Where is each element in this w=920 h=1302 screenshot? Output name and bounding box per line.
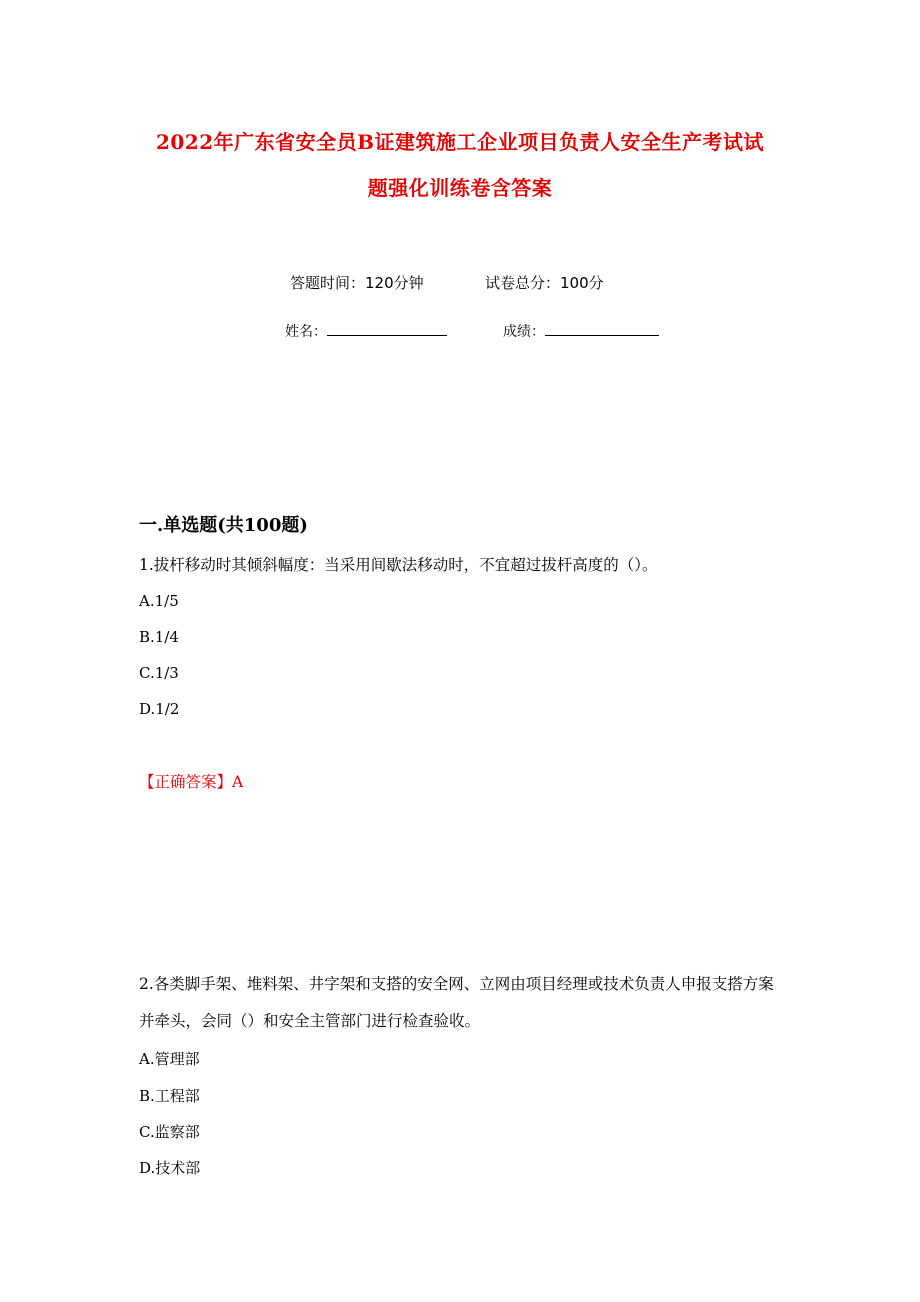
question-2-option-d: D.技术部 bbox=[139, 1159, 201, 1177]
name-blank-line bbox=[327, 321, 447, 336]
name-label: 姓名： bbox=[285, 324, 327, 340]
question-1-option-b: B.1/4 bbox=[139, 628, 179, 646]
question-2-option-a: A.管理部 bbox=[139, 1050, 200, 1068]
exam-total-score: 试卷总分：100分 bbox=[485, 274, 604, 292]
question-1-option-d: D.1/2 bbox=[139, 700, 180, 718]
question-1-text: 1.拔杆移动时其倾斜幅度：当采用间歇法移动时，不宜超过拔杆高度的（）。 bbox=[139, 556, 658, 574]
grade-field bbox=[503, 321, 659, 341]
question-2-option-c: C.监察部 bbox=[139, 1123, 200, 1141]
question-1-answer: 【正确答案】A bbox=[139, 773, 244, 791]
question-1-option-a: A.1/5 bbox=[139, 592, 179, 610]
exam-title-line-1: 2022年广东省安全员B证建筑施工企业项目负责人安全生产考试试 bbox=[155, 130, 765, 154]
name-field bbox=[285, 321, 447, 341]
exam-time: 答题时间：120分钟 bbox=[290, 274, 424, 292]
question-1-option-c: C.1/3 bbox=[139, 664, 179, 682]
exam-title-line-2: 题强化训练卷含答案 bbox=[367, 176, 553, 200]
section-title: 一.单选题(共100题) bbox=[139, 515, 308, 536]
question-2-text: 2.各类脚手架、堆料架、井字架和支搭的安全网、立网由项目经理或技术负责人申报支搭方案并牵头，会同（）和安全主管部门进行检查验收。 bbox=[139, 975, 774, 1030]
question-2-option-b: B.工程部 bbox=[139, 1087, 200, 1105]
grade-blank-line bbox=[545, 321, 659, 336]
grade-label: 成绩： bbox=[503, 324, 545, 340]
